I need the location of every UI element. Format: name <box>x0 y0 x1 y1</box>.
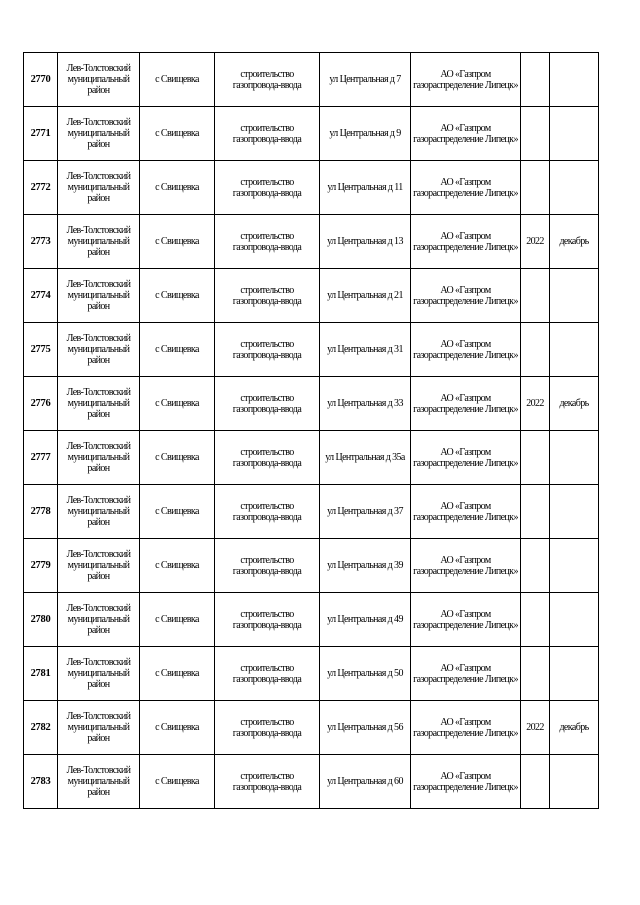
district-cell: Лев-Толстовский муниципальный район <box>58 593 140 647</box>
month-cell <box>550 323 599 377</box>
year-cell: 2022 <box>521 215 550 269</box>
month-cell <box>550 647 599 701</box>
locality-cell: с Свищевка <box>140 431 215 485</box>
address-cell: ул Центральная д 9 <box>320 107 411 161</box>
work-type-cell: строительство газопровода-ввода <box>215 701 320 755</box>
locality-cell: с Свищевка <box>140 701 215 755</box>
month-cell <box>550 269 599 323</box>
year-cell <box>521 755 550 809</box>
locality-cell: с Свищевка <box>140 485 215 539</box>
organization-cell: АО «Газпром газораспределение Липецк» <box>411 701 521 755</box>
month-cell: декабрь <box>550 215 599 269</box>
address-cell: ул Центральная д 21 <box>320 269 411 323</box>
district-cell: Лев-Толстовский муниципальный район <box>58 431 140 485</box>
district-cell: Лев-Толстовский муниципальный район <box>58 647 140 701</box>
year-cell <box>521 593 550 647</box>
work-type-cell: строительство газопровода-ввода <box>215 593 320 647</box>
address-cell: ул Центральная д 31 <box>320 323 411 377</box>
work-type-cell: строительство газопровода-ввода <box>215 323 320 377</box>
table-row <box>24 755 599 809</box>
month-cell <box>550 485 599 539</box>
district-cell: Лев-Толстовский муниципальный район <box>58 107 140 161</box>
organization-cell: АО «Газпром газораспределение Липецк» <box>411 539 521 593</box>
work-type-cell: строительство газопровода-ввода <box>215 53 320 107</box>
year-cell <box>521 485 550 539</box>
year-cell <box>521 107 550 161</box>
organization-cell: АО «Газпром газораспределение Липецк» <box>411 107 521 161</box>
organization-cell: АО «Газпром газораспределение Липецк» <box>411 755 521 809</box>
work-type-cell: строительство газопровода-ввода <box>215 215 320 269</box>
row-number: 2776 <box>24 377 58 431</box>
table-row <box>24 323 599 377</box>
locality-cell: с Свищевка <box>140 755 215 809</box>
address-cell: ул Центральная д 33 <box>320 377 411 431</box>
district-cell: Лев-Толстовский муниципальный район <box>58 215 140 269</box>
month-cell: декабрь <box>550 701 599 755</box>
table-row <box>24 377 599 431</box>
district-cell: Лев-Толстовский муниципальный район <box>58 485 140 539</box>
organization-cell: АО «Газпром газораспределение Липецк» <box>411 647 521 701</box>
work-type-cell: строительство газопровода-ввода <box>215 647 320 701</box>
organization-cell: АО «Газпром газораспределение Липецк» <box>411 323 521 377</box>
organization-cell: АО «Газпром газораспределение Липецк» <box>411 431 521 485</box>
district-cell: Лев-Толстовский муниципальный район <box>58 269 140 323</box>
address-cell: ул Центральная д 7 <box>320 53 411 107</box>
table-body <box>24 53 599 809</box>
table-row <box>24 107 599 161</box>
organization-cell: АО «Газпром газораспределение Липецк» <box>411 53 521 107</box>
row-number: 2783 <box>24 755 58 809</box>
row-number: 2770 <box>24 53 58 107</box>
row-number: 2782 <box>24 701 58 755</box>
organization-cell: АО «Газпром газораспределение Липецк» <box>411 161 521 215</box>
organization-cell: АО «Газпром газораспределение Липецк» <box>411 269 521 323</box>
year-cell <box>521 323 550 377</box>
table-row <box>24 701 599 755</box>
address-cell: ул Центральная д 37 <box>320 485 411 539</box>
address-cell: ул Центральная д 49 <box>320 593 411 647</box>
work-type-cell: строительство газопровода-ввода <box>215 485 320 539</box>
district-cell: Лев-Толстовский муниципальный район <box>58 539 140 593</box>
year-cell: 2022 <box>521 377 550 431</box>
table-row <box>24 269 599 323</box>
year-cell <box>521 53 550 107</box>
month-cell <box>550 755 599 809</box>
row-number: 2779 <box>24 539 58 593</box>
locality-cell: с Свищевка <box>140 215 215 269</box>
row-number: 2780 <box>24 593 58 647</box>
year-cell <box>521 647 550 701</box>
table-row <box>24 539 599 593</box>
locality-cell: с Свищевка <box>140 161 215 215</box>
work-type-cell: строительство газопровода-ввода <box>215 269 320 323</box>
locality-cell: с Свищевка <box>140 107 215 161</box>
organization-cell: АО «Газпром газораспределение Липецк» <box>411 215 521 269</box>
row-number: 2778 <box>24 485 58 539</box>
table-row <box>24 647 599 701</box>
address-cell: ул Центральная д 13 <box>320 215 411 269</box>
row-number: 2777 <box>24 431 58 485</box>
month-cell <box>550 53 599 107</box>
district-cell: Лев-Толстовский муниципальный район <box>58 755 140 809</box>
table-row <box>24 593 599 647</box>
locality-cell: с Свищевка <box>140 539 215 593</box>
work-type-cell: строительство газопровода-ввода <box>215 755 320 809</box>
district-cell: Лев-Толстовский муниципальный район <box>58 377 140 431</box>
address-cell: ул Центральная д 39 <box>320 539 411 593</box>
row-number: 2775 <box>24 323 58 377</box>
table-row <box>24 431 599 485</box>
row-number: 2773 <box>24 215 58 269</box>
locality-cell: с Свищевка <box>140 269 215 323</box>
month-cell <box>550 431 599 485</box>
work-type-cell: строительство газопровода-ввода <box>215 431 320 485</box>
locality-cell: с Свищевка <box>140 323 215 377</box>
table-row <box>24 215 599 269</box>
address-cell: ул Центральная д 60 <box>320 755 411 809</box>
gasification-table <box>23 52 599 809</box>
locality-cell: с Свищевка <box>140 377 215 431</box>
table-row <box>24 485 599 539</box>
locality-cell: с Свищевка <box>140 593 215 647</box>
year-cell <box>521 431 550 485</box>
row-number: 2771 <box>24 107 58 161</box>
month-cell: декабрь <box>550 377 599 431</box>
row-number: 2774 <box>24 269 58 323</box>
year-cell: 2022 <box>521 701 550 755</box>
district-cell: Лев-Толстовский муниципальный район <box>58 53 140 107</box>
address-cell: ул Центральная д 50 <box>320 647 411 701</box>
row-number: 2781 <box>24 647 58 701</box>
table-row <box>24 161 599 215</box>
locality-cell: с Свищевка <box>140 647 215 701</box>
work-type-cell: строительство газопровода-ввода <box>215 377 320 431</box>
month-cell <box>550 107 599 161</box>
address-cell: ул Центральная д 35а <box>320 431 411 485</box>
year-cell <box>521 539 550 593</box>
work-type-cell: строительство газопровода-ввода <box>215 107 320 161</box>
row-number: 2772 <box>24 161 58 215</box>
district-cell: Лев-Толстовский муниципальный район <box>58 701 140 755</box>
organization-cell: АО «Газпром газораспределение Липецк» <box>411 377 521 431</box>
work-type-cell: строительство газопровода-ввода <box>215 539 320 593</box>
year-cell <box>521 161 550 215</box>
organization-cell: АО «Газпром газораспределение Липецк» <box>411 485 521 539</box>
month-cell <box>550 593 599 647</box>
district-cell: Лев-Толстовский муниципальный район <box>58 161 140 215</box>
address-cell: ул Центральная д 56 <box>320 701 411 755</box>
work-type-cell: строительство газопровода-ввода <box>215 161 320 215</box>
address-cell: ул Центральная д 11 <box>320 161 411 215</box>
month-cell <box>550 539 599 593</box>
year-cell <box>521 269 550 323</box>
table-row <box>24 53 599 107</box>
organization-cell: АО «Газпром газораспределение Липецк» <box>411 593 521 647</box>
locality-cell: с Свищевка <box>140 53 215 107</box>
month-cell <box>550 161 599 215</box>
district-cell: Лев-Толстовский муниципальный район <box>58 323 140 377</box>
